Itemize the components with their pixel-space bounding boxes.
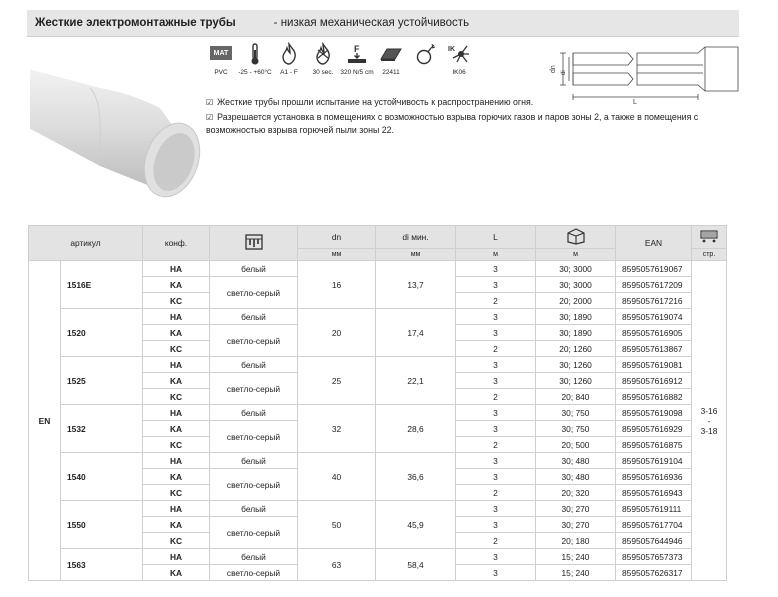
- mat-badge: MAT: [210, 46, 232, 60]
- col-length: L: [456, 226, 536, 249]
- pack-cell: 30; 3000: [536, 277, 616, 293]
- page-ref-cell: 3-16 - 3-18: [692, 261, 727, 581]
- color-cell: светло-серый: [210, 469, 298, 501]
- conf-cell: KA: [143, 277, 210, 293]
- col-article: артикул: [29, 226, 143, 261]
- pack-cell: 30; 3000: [536, 261, 616, 277]
- flammability-property: A1 - F: [273, 42, 305, 84]
- checkmark-icon: ☑: [206, 113, 214, 122]
- color-cell: белый: [210, 501, 298, 517]
- color-cell: белый: [210, 261, 298, 277]
- length-cell: 3: [456, 501, 536, 517]
- length-label: L: [633, 99, 637, 105]
- length-cell: 2: [456, 533, 536, 549]
- length-cell: 3: [456, 405, 536, 421]
- ean-cell: 8595057619081: [616, 357, 692, 373]
- product-notes: [206, 96, 746, 138]
- length-cell: 3: [456, 261, 536, 277]
- pack-cell: 30; 1260: [536, 357, 616, 373]
- article-cell: 1520: [61, 309, 143, 357]
- col-color: [210, 226, 298, 261]
- ean-cell: 8595057616936: [616, 469, 692, 485]
- di-cell: 45,9: [376, 501, 456, 549]
- paint-bucket-icon: [244, 233, 264, 251]
- load-icon: [345, 42, 369, 66]
- svg-text:F: F: [354, 44, 360, 54]
- pack-cell: 30; 480: [536, 469, 616, 485]
- di-cell: 22,1: [376, 357, 456, 405]
- conf-cell: HA: [143, 405, 210, 421]
- pack-cell: 20; 840: [536, 389, 616, 405]
- conf-cell: KC: [143, 437, 210, 453]
- conf-cell: KC: [143, 533, 210, 549]
- length-cell: 3: [456, 309, 536, 325]
- di-label: di: [561, 70, 567, 75]
- compression-property: F 320 N/5 cm: [340, 44, 374, 76]
- length-cell: 3: [456, 469, 536, 485]
- conf-cell: HA: [143, 453, 210, 469]
- length-cell: 2: [456, 293, 536, 309]
- conf-cell: HA: [143, 501, 210, 517]
- dn-cell: 63: [298, 549, 376, 581]
- di-cell: 13,7: [376, 261, 456, 309]
- conf-cell: KA: [143, 517, 210, 533]
- pack-cell: 20; 180: [536, 533, 616, 549]
- ean-cell: 8595057619067: [616, 261, 692, 277]
- article-cell: 1563: [61, 549, 143, 581]
- table-row: [29, 261, 727, 277]
- length-cell: 3: [456, 517, 536, 533]
- impact-icon: [447, 42, 471, 66]
- table-row: [29, 357, 727, 373]
- pack-cell: 20; 2000: [536, 293, 616, 309]
- material-property: MAT PVC: [205, 42, 237, 84]
- length-cell: 3: [456, 421, 536, 437]
- dn-cell: 20: [298, 309, 376, 357]
- length-cell: 3: [456, 357, 536, 373]
- length-cell: 3: [456, 565, 536, 581]
- article-cell: 1516E: [61, 261, 143, 309]
- ean-cell: 8595057626317: [616, 565, 692, 581]
- table-row: [29, 453, 727, 469]
- color-cell: светло-серый: [210, 421, 298, 453]
- ean-cell: 8595057616929: [616, 421, 692, 437]
- conf-cell: KA: [143, 565, 210, 581]
- conf-cell: KA: [143, 373, 210, 389]
- conf-cell: HA: [143, 549, 210, 565]
- standard-cell: EN: [29, 261, 61, 581]
- table-row: [29, 309, 727, 325]
- ean-cell: 8595057619104: [616, 453, 692, 469]
- color-cell: белый: [210, 549, 298, 565]
- dn-cell: 25: [298, 357, 376, 405]
- page-subtitle: - низкая механическая устойчивость: [273, 17, 470, 29]
- pack-cell: 30; 1260: [536, 373, 616, 389]
- pack-cell: 30; 1890: [536, 309, 616, 325]
- svg-text:IK: IK: [448, 46, 455, 53]
- note-explosion-zones: ☑ Разрешается установка в помещениях с возможностью взрыва горючих газов и паров зоны 2, а также в помещения с возможностью взрыва горючей пыли зоны 22.: [206, 112, 699, 135]
- dn-cell: 16: [298, 261, 376, 309]
- ean-cell: 8595057617704: [616, 517, 692, 533]
- article-cell: 1540: [61, 453, 143, 501]
- catalog-icon: [699, 229, 719, 243]
- table-row: [29, 405, 727, 421]
- color-cell: светло-серый: [210, 277, 298, 309]
- color-cell: белый: [210, 453, 298, 469]
- table-row: [29, 501, 727, 517]
- pack-cell: 30; 270: [536, 517, 616, 533]
- length-cell: 2: [456, 437, 536, 453]
- dn-cell: 32: [298, 405, 376, 453]
- color-cell: белый: [210, 357, 298, 373]
- pack-cell: 20; 1260: [536, 341, 616, 357]
- color-cell: белый: [210, 309, 298, 325]
- fire-icon: [311, 42, 335, 66]
- col-ean: EAN: [616, 226, 692, 261]
- col-conf: конф.: [143, 226, 210, 261]
- ean-cell: 8595057644946: [616, 533, 692, 549]
- flame-icon: [277, 42, 301, 66]
- ean-cell: 8595057616882: [616, 389, 692, 405]
- conf-cell: KA: [143, 325, 210, 341]
- length-cell: 3: [456, 453, 536, 469]
- col-dn: dn: [298, 226, 376, 249]
- di-cell: 28,6: [376, 405, 456, 453]
- pack-cell: 15; 240: [536, 565, 616, 581]
- conf-cell: KC: [143, 293, 210, 309]
- length-cell: 3: [456, 549, 536, 565]
- dn-label: dn: [550, 65, 557, 73]
- page-title: Жесткие электромонтажные трубы: [35, 17, 236, 29]
- ean-cell: 8595057619111: [616, 501, 692, 517]
- article-cell: 1550: [61, 501, 143, 549]
- length-cell: 3: [456, 277, 536, 293]
- fire-resistance-property: 30 sec.: [307, 42, 339, 84]
- di-cell: 17,4: [376, 309, 456, 357]
- color-cell: белый: [210, 405, 298, 421]
- ean-cell: 8595057617216: [616, 293, 692, 309]
- dn-cell: 40: [298, 453, 376, 501]
- pack-cell: 30; 270: [536, 501, 616, 517]
- spec-body: [29, 261, 727, 581]
- bomb-icon: [413, 42, 437, 66]
- color-cell: светло-серый: [210, 565, 298, 581]
- length-cell: 3: [456, 373, 536, 389]
- ean-cell: 8595057617209: [616, 277, 692, 293]
- ean-cell: 8595057616875: [616, 437, 692, 453]
- col-pack: [536, 226, 616, 249]
- ean-cell: 8595057619098: [616, 405, 692, 421]
- ean-cell: 8595057613867: [616, 341, 692, 357]
- col-page-icon: [692, 226, 727, 249]
- conf-cell: KA: [143, 469, 210, 485]
- article-cell: 1525: [61, 357, 143, 405]
- color-cell: светло-серый: [210, 325, 298, 357]
- length-cell: 2: [456, 389, 536, 405]
- explosion-property: [409, 42, 441, 84]
- table-row: [29, 549, 727, 565]
- color-cell: светло-серый: [210, 517, 298, 549]
- note-fire-test: ☑ Жесткие трубы прошли испытание на устойчивость к распространению огня.: [206, 97, 534, 107]
- specification-table: артикул конф. dn di мин. L EAN мм мм м м стр. EN 1516E HA белый 16 13,7 3 30; 3000 8595057619067 3-16 - 3-18 KA светло-серый 3 30; 3000 8595057617209 KC 2 20; 2000 8595057617216 1520 HA белый 20 17,4 3 30; 1890 8595057619074 KA светло-серый 3 30; 1890 8595057616905 KC 2 20; 1260 8595057613867 1525 HA белый 25 22,1 3 30; 1260 8595057619081 KA светло-серый 3 30; 1260 8595057616912 KC 2 20; 840 8595057616882 1532 HA белый 32 28,6 3 30; 750 8595057619098 KA светло-серый 3 30; 750 8595057616929 KC 2 20; 500 8595057616875 1540 HA белый 40 36,6 3 30; 480 8595057619104 KA светло-серый 3 30; 480 8595057616936 KC 2 20; 320 8595057616943 1550 HA белый 50 45,9 3 30; 270 8595057619111 KA светло-серый 3 30; 270 8595057617704 KC 2 20; 180 8595057644946 1563 HA белый 63 58,4 3 15; 240 8595057657373 KA светло-серый 3 15; 240 8595057626317: [28, 225, 727, 581]
- page-header: [27, 10, 739, 37]
- pack-cell: 30; 750: [536, 405, 616, 421]
- ean-cell: 8595057616905: [616, 325, 692, 341]
- length-cell: 2: [456, 485, 536, 501]
- impact-property: IK IK06: [443, 42, 475, 84]
- pipe-illustration: [30, 48, 210, 208]
- classification-property: 22411: [375, 42, 407, 84]
- length-cell: 2: [456, 341, 536, 357]
- conf-cell: HA: [143, 357, 210, 373]
- di-cell: 36,6: [376, 453, 456, 501]
- temperature-property: -25 - +60°C: [239, 42, 271, 84]
- pack-cell: 20; 320: [536, 485, 616, 501]
- color-cell: светло-серый: [210, 373, 298, 405]
- property-icons: [205, 42, 475, 84]
- thermometer-icon: [243, 42, 267, 66]
- conf-cell: HA: [143, 309, 210, 325]
- di-cell: 58,4: [376, 549, 456, 581]
- pack-cell: 15; 240: [536, 549, 616, 565]
- conf-cell: HA: [143, 261, 210, 277]
- pack-cell: 20; 500: [536, 437, 616, 453]
- ean-cell: 8595057616943: [616, 485, 692, 501]
- pack-cell: 30; 1890: [536, 325, 616, 341]
- ean-cell: 8595057657373: [616, 549, 692, 565]
- conf-cell: KA: [143, 421, 210, 437]
- col-di: di мин.: [376, 226, 456, 249]
- conf-cell: KC: [143, 485, 210, 501]
- article-cell: 1532: [61, 405, 143, 453]
- conf-cell: KC: [143, 341, 210, 357]
- box-icon: [565, 227, 587, 245]
- plate-icon: [379, 42, 403, 66]
- ean-cell: 8595057619074: [616, 309, 692, 325]
- pack-cell: 30; 750: [536, 421, 616, 437]
- ean-cell: 8595057616912: [616, 373, 692, 389]
- checkmark-icon: ☑: [206, 98, 214, 107]
- conf-cell: KC: [143, 389, 210, 405]
- length-cell: 3: [456, 325, 536, 341]
- dn-cell: 50: [298, 501, 376, 549]
- pack-cell: 30; 480: [536, 453, 616, 469]
